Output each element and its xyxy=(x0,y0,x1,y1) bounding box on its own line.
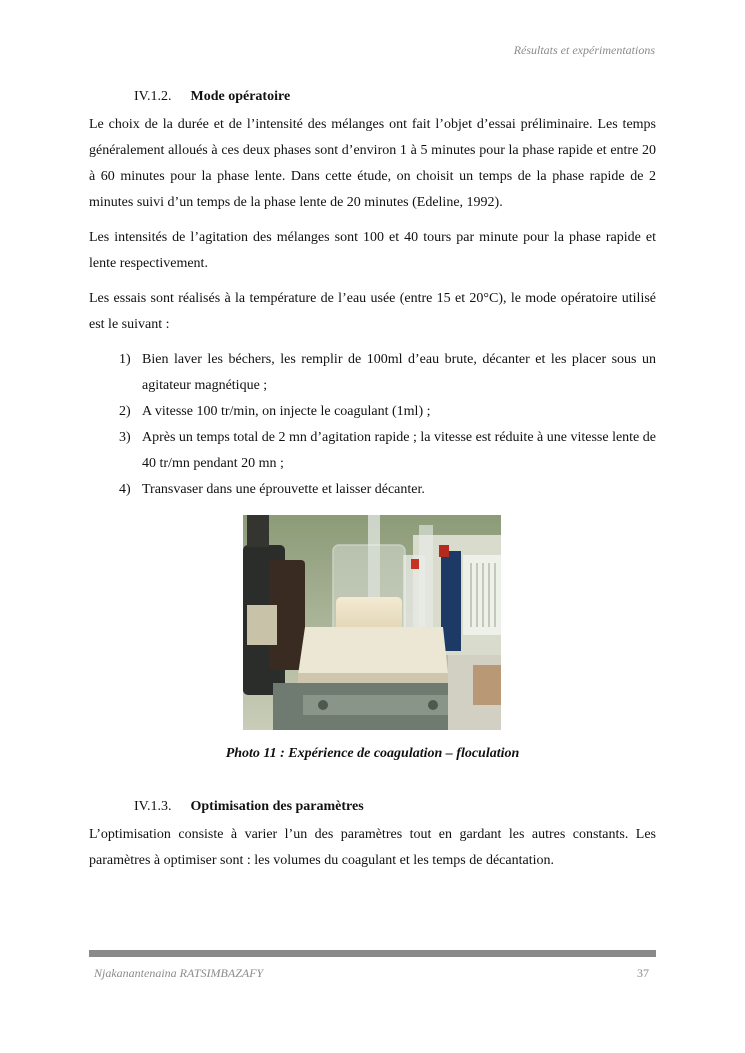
section-number: IV.1.3. xyxy=(134,799,172,814)
section-title: Optimisation des paramètres xyxy=(190,799,364,814)
list-item-text: A vitesse 100 tr/min, on injecte le coagulant (1ml) ; xyxy=(142,404,431,419)
page-content xyxy=(89,86,656,883)
section-title: Mode opératoire xyxy=(190,89,291,104)
list-item-text: Transvaser dans une éprouvette et laisser décanter. xyxy=(142,482,425,497)
paragraph: Les essais sont réalisés à la température de l’eau usée (entre 15 et 20°C), le mode opératoire utilisé est le suivant : xyxy=(89,291,656,332)
running-header: Résultats et expérimentations xyxy=(513,43,655,57)
list-item-number: 2) xyxy=(119,404,131,419)
list-item-text: Après un temps total de 2 mn d’agitation rapide ; la vitesse est réduite à une vitesse lente de 40 tr/mn pendant 20 mn ; xyxy=(142,430,656,471)
paragraph: L’optimisation consiste à varier l’un des paramètres tout en gardant les autres constants. Les paramètres à optimiser sont : les volumes du coagulant et les temps de décantation. xyxy=(89,827,656,868)
list-item xyxy=(89,425,656,477)
section-number: IV.1.2. xyxy=(134,89,172,104)
footer-author: Njakanantenaina RATSIMBAZAFY xyxy=(94,966,264,980)
paragraph: Les intensités de l’agitation des mélanges sont 100 et 40 tours par minute pour la phase rapide et lente respectivement. xyxy=(89,230,656,271)
list-item xyxy=(89,477,656,503)
page-number: 37 xyxy=(637,966,649,980)
footer-divider xyxy=(89,950,656,957)
list-item-text: Bien laver les béchers, les remplir de 100ml d’eau brute, décanter et les placer sous un agitateur magnétique ; xyxy=(142,352,656,393)
list-item-number: 3) xyxy=(119,430,131,445)
coagulation-experiment-photo xyxy=(243,515,501,730)
section-heading-optimisation xyxy=(89,796,656,818)
procedure-list xyxy=(89,347,656,503)
list-item-number: 1) xyxy=(119,352,131,367)
figure-caption: Photo 11 : Expérience de coagulation – floculation xyxy=(225,746,520,761)
list-item-number: 4) xyxy=(119,482,131,497)
list-item xyxy=(89,347,656,399)
list-item xyxy=(89,399,656,425)
section-heading-mode-operatoire xyxy=(89,86,656,108)
paragraph: Le choix de la durée et de l’intensité des mélanges ont fait l’objet d’essai préliminaire. Les temps généralement alloués à ces deux phases sont d’environ 1 à 5 minutes pour la phase rapide et entre 20 à 60 minutes pour la phase lente. Dans cette étude, on choisit un temps de la phase rapide de 2 minutes suivi d’un temps de la phase lente de 20 minutes (Edeline, 1992). xyxy=(89,117,656,210)
